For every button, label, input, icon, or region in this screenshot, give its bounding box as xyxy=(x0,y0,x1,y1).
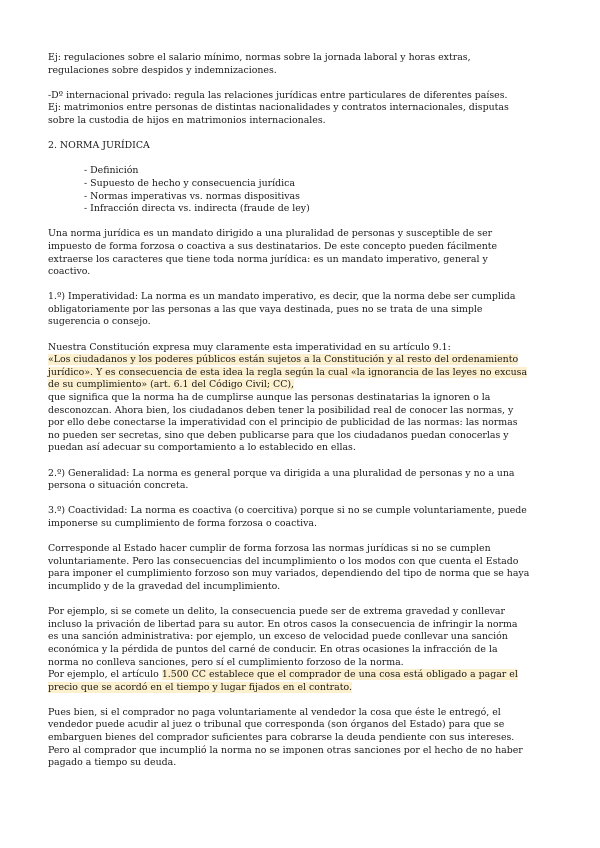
constitution-intro: Nuestra Constitución expresa muy claramente esta imperatividad en su artículo 9.1: xyxy=(48,341,451,353)
constitution-explanation: que significa que la norma ha de cumplirse aunque las personas destinatarias la ignoren o la desconozcan. Ahora bien, los ciudadanos deben tener la posibilidad real de conocer las normas, y por ello debe conectarse la imperatividad con el principio de publicidad de las normas: las normas no pueden ser secretas, sino que deben publicarse para que los ciudadanos puedan conocerlas y puedan así adecuar su comportamiento a lo establecido en ellas. xyxy=(48,392,518,454)
highlighted-article: 1.500 CC establece que el comprador de una cosa está obligado a pagar el precio que se acordó en el tiempo y lugar fijados en el contrato. xyxy=(48,669,518,693)
paragraph-examples xyxy=(48,606,530,694)
example-line: Ej: matrimonios entre personas de distintas nacionalidades y contratos internacionales, disputas sobre la custodia de hijos en matrimonios internacionales. xyxy=(48,102,509,126)
topic-item: - Normas imperativas vs. normas dispositivas xyxy=(84,190,300,202)
paragraph-example-labor: Ej: regulaciones sobre el salario mínimo, normas sobre la jornada laboral y horas extras, regulaciones sobre despidos y indemnizaciones. xyxy=(48,52,471,76)
paragraph-state-enforcement: Corresponde al Estado hacer cumplir de forma forzosa las normas jurídicas si no se cumplen voluntariamente. Pero las consecuencias del incumplimiento o los modos con que cuenta el Estado para imponer el cumplimiento forzoso son muy variados, dependiendo del tipo de norma que se haya incumplido y de la gravedad del incumplimiento. xyxy=(48,543,530,592)
paragraph-coactividad: 3.º) Coactividad: La norma es coactiva (o coercitiva) porque si no se cumple voluntariamente, puede imponerse su cumplimiento de forma forzosa o coactiva. xyxy=(48,505,527,529)
topic-list xyxy=(84,165,530,215)
definition-line: -Dº internacional privado: regula las relaciones jurídicas entre particulares de diferentes países. xyxy=(48,89,508,101)
highlighted-quote: «Los ciudadanos y los poderes públicos están sujetos a la Constitución y al resto del ordenamiento jurídico». Y es consecuencia de esta idea la regla según la cual «la ignorancia de las leyes no excusa de su cumplimiento» (art. 6.1 del Código Civil; CC), xyxy=(48,354,528,391)
examples-text: Por ejemplo, si se comete un delito, la consecuencia puede ser de extrema gravedad y conllevar incluso la privación de libertad para su autor. En otros casos la consecuencia de infringir la norma es una sanción administrativa: por ejemplo, un exceso de velocidad puede conllevar una sanción económica y la pérdida de puntos del carné de conducir. En otras ocasiones la infracción de la norma no conlleva sanciones, pero sí el cumplimiento forzoso de la norma. xyxy=(48,606,518,668)
paragraph-buyer-seller: Pues bien, si el comprador no paga voluntariamente al vendedor la cosa que éste le entregó, el vendedor puede acudir al juez o tribunal que corresponda (son órganos del Estado) para que se embarguen bienes del comprador suficientes para cobrarse la deuda pendiente con sus intereses. Pero al comprador que incumplió la norma no se imponen otras sanciones por el hecho de no haber pagado a tiempo su deuda. xyxy=(48,706,523,769)
section-heading: 2. NORMA JURÍDICA xyxy=(48,140,150,152)
topic-item: - Supuesto de hecho y consecuencia jurídica xyxy=(84,177,295,189)
topic-item: - Infracción directa vs. indirecta (fraude de ley) xyxy=(84,203,310,215)
paragraph-imperatividad: 1.º) Imperatividad: La norma es un mandato imperativo, es decir, que la norma debe ser cumplida obligatoriamente por las personas a las que vaya destinada, pues no se trata de una simple sugerencia o consejo. xyxy=(48,291,516,328)
paragraph-generalidad: 2.º) Generalidad: La norma es general porque va dirigida a una pluralidad de personas y no a una persona o situación concreta. xyxy=(48,467,515,492)
paragraph-constitution xyxy=(48,342,530,455)
topic-item: - Definición xyxy=(84,165,139,177)
paragraph-private-international-law xyxy=(48,90,530,128)
article-intro: Por ejemplo, el artículo xyxy=(48,669,162,681)
paragraph-definition: Una norma jurídica es un mandato dirigido a una pluralidad de personas y susceptible de ser impuesto de forma forzosa o coactiva a sus destinatarios. De este concepto pueden fácilmente extraerse los caracteres que tiene toda norma jurídica: es un mandato imperativo, general y coactivo. xyxy=(48,228,498,278)
